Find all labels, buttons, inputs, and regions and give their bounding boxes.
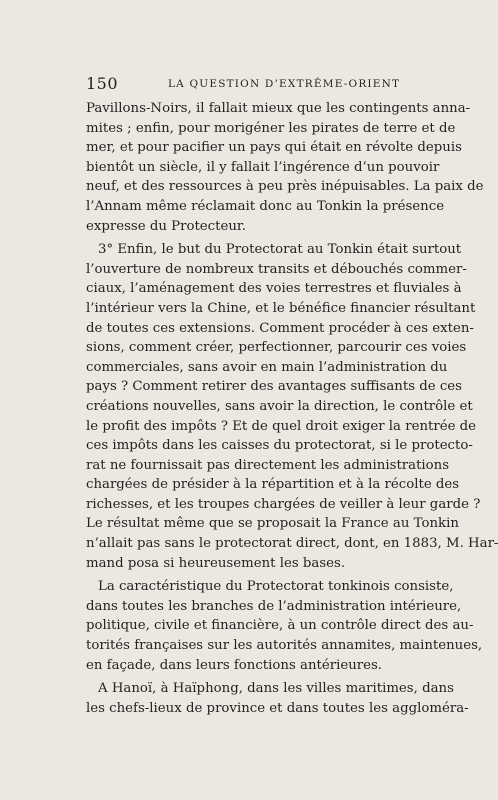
paragraph: [86, 99, 484, 236]
text-line: commerciales, sans avoir en main l’administration du: [86, 359, 448, 375]
text-line: en façade, dans leurs fonctions antérieures.: [86, 657, 383, 673]
text-line: ciaux, l’aménagement des voies terrestres et fluviales à: [86, 281, 462, 297]
text-line: politique, civile et financière, à un contrôle direct des au-: [86, 618, 474, 634]
text-line: richesses, et les troupes chargées de veiller à leur garde ?: [86, 496, 481, 512]
text-line: La caractéristique du Protectorat tonkinois consiste,: [98, 579, 454, 595]
body-text: [86, 99, 498, 718]
text-line: créations nouvelles, sans avoir la direction, le contrôle et: [86, 398, 473, 414]
text-line: n’allait pas sans le protectorat direct, dont, en 1883, M. Har-: [86, 536, 498, 552]
text-line: Pavillons-Noirs, il fallait mieux que les contingents anna-: [86, 101, 471, 116]
text-line: de toutes ces extensions. Comment procéder à ces exten-: [86, 320, 474, 336]
text-line: expresse du Protecteur.: [86, 218, 247, 234]
text-line: mites ; enfin, pour morigéner les pirates de terre et de: [86, 120, 456, 136]
text-line: le profit des impôts ? Et de quel droit exiger la rentrée de: [86, 418, 477, 434]
text-line: mer, et pour pacifier un pays qui était en révolte depuis: [86, 140, 462, 156]
text-line: rat ne fournissait pas directement les administrations: [86, 457, 450, 473]
text-line: bientôt un siècle, il y fallait l’ingérence d’un pouvoir: [86, 159, 440, 175]
text-line: neuf, et des ressources à peu près inépuisables. La paix de: [86, 179, 484, 195]
text-line: pays ? Comment retirer des avantages suffisants de ces: [86, 379, 462, 395]
paragraph: [86, 240, 498, 573]
text-line: l’Annam même réclamait donc au Tonkin la présence: [86, 198, 445, 214]
text-line: dans toutes les branches de l’administration intérieure,: [86, 598, 462, 614]
paragraph: [86, 679, 469, 718]
text-line: l’intérieur vers la Chine, et le bénéfice financier résultant: [86, 300, 476, 316]
text-line: l’ouverture de nombreux transits et débouchés commer-: [86, 261, 467, 277]
paragraph: [86, 577, 483, 675]
text-line: sions, comment créer, perfectionner, parcourir ces voies: [86, 340, 467, 356]
text-line: mand posa si heureusement les bases.: [86, 555, 346, 571]
text-line: chargées de présider à la répartition et à la récolte des: [86, 477, 460, 493]
text-line: torités françaises sur les autorités annamites, maintenues,: [86, 638, 483, 654]
text-line: A Hanoï, à Haïphong, dans les villes maritimes, dans: [98, 681, 454, 697]
text-line: 3° Enfin, le but du Protectorat au Tonkin était surtout: [98, 242, 462, 258]
running-title: LA QUESTION D’EXTRÊME-ORIENT: [168, 78, 401, 90]
text-line: ces impôts dans les caisses du protectorat, si le protecto-: [86, 438, 473, 454]
page-header: [86, 74, 434, 96]
text-line: Le résultat même que se proposait la France au Tonkin: [86, 516, 459, 532]
text-line: les chefs-lieux de province et dans toutes les aggloméra-: [86, 700, 469, 716]
page-number: 150: [86, 74, 119, 93]
